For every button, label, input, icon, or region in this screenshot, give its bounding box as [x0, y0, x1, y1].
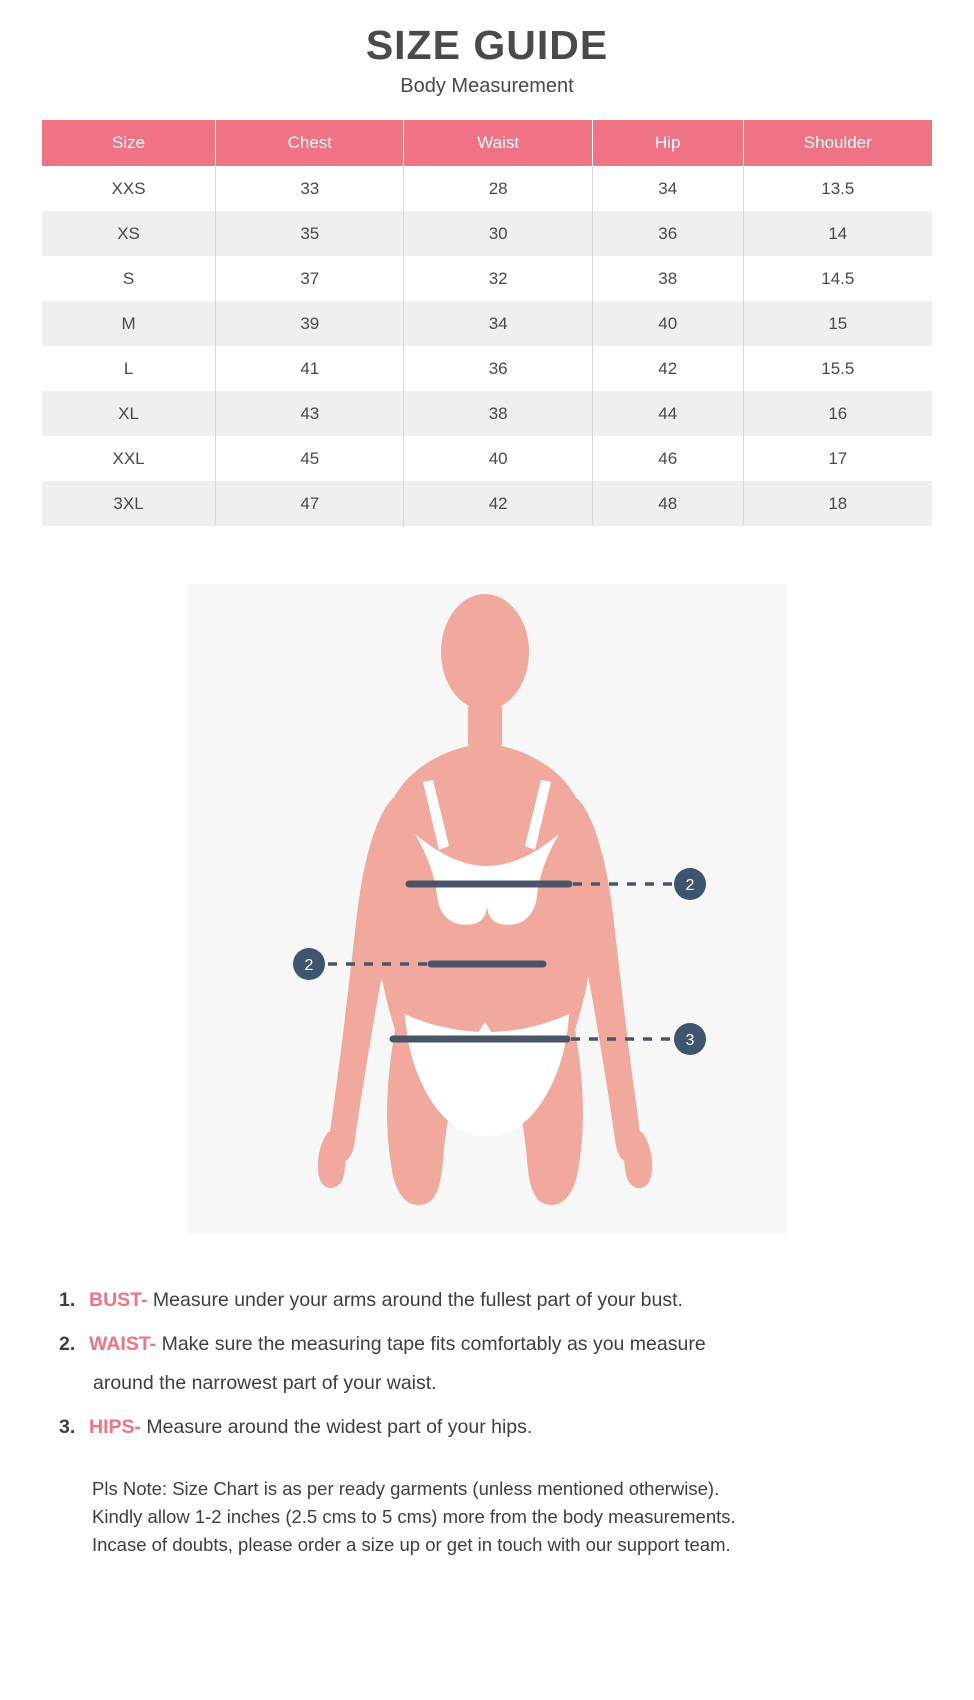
cell-shoulder: 14.5: [743, 256, 932, 301]
cell-size: XXL: [42, 436, 216, 481]
cell-waist: 38: [404, 391, 592, 436]
cell-waist: 42: [404, 481, 592, 526]
cell-waist: 34: [404, 301, 592, 346]
bust-marker-label: 2: [685, 877, 695, 895]
body-measurement-figure: [187, 584, 787, 1234]
instruction-text-wrap: [89, 1286, 919, 1314]
cell-chest: 41: [216, 346, 404, 391]
size-note: [40, 1475, 919, 1559]
instruction-text-wrap: [89, 1413, 919, 1441]
table-row: [42, 166, 932, 211]
measurement-instructions: [55, 1286, 919, 1441]
instruction-number: 1.: [59, 1289, 76, 1312]
size-table: [42, 120, 932, 526]
page-title: SIZE GUIDE: [365, 22, 609, 68]
table-row: [42, 301, 932, 346]
instruction-text-wrap: [89, 1330, 919, 1358]
note-line-2: Kindly allow 1-2 inches (2.5 cms to 5 cms) more from the body measurements.: [92, 1506, 736, 1528]
cell-hip: 48: [592, 481, 743, 526]
cell-waist: 36: [404, 346, 592, 391]
cell-hip: 36: [592, 211, 743, 256]
cell-hip: 40: [592, 301, 743, 346]
instruction-keyword: BUST-: [89, 1289, 148, 1312]
instruction-description: Make sure the measuring tape fits comfortably as you measure: [156, 1333, 706, 1356]
table-header-row: [42, 120, 932, 166]
cell-hip: 38: [592, 256, 743, 301]
size-table-header: [42, 120, 932, 166]
cell-size: S: [42, 256, 216, 301]
instruction-continuation-waist: around the narrowest part of your waist.: [93, 1371, 437, 1394]
cell-waist: 40: [404, 436, 592, 481]
female-body-illustration: [187, 584, 787, 1234]
cell-waist: 28: [404, 166, 592, 211]
cell-hip: 42: [592, 346, 743, 391]
cell-size: L: [42, 346, 216, 391]
waist-marker-label: 2: [304, 957, 314, 975]
cell-shoulder: 18: [743, 481, 932, 526]
cell-shoulder: 13.5: [743, 166, 932, 211]
table-row: [42, 481, 932, 526]
instruction-keyword: HIPS-: [89, 1415, 142, 1438]
column-header-shoulder: Shoulder: [743, 120, 932, 166]
table-row: [42, 436, 932, 481]
note-line-3: Incase of doubts, please order a size up or get in touch with our support team.: [92, 1534, 731, 1556]
cell-size: 3XL: [42, 481, 216, 526]
cell-waist: 30: [404, 211, 592, 256]
cell-waist: 32: [404, 256, 592, 301]
cell-chest: 33: [216, 166, 404, 211]
page-subtitle: Body Measurement: [400, 75, 574, 98]
table-row: [42, 346, 932, 391]
column-header-chest: Chest: [216, 120, 404, 166]
table-row: [42, 211, 932, 256]
cell-shoulder: 15.5: [743, 346, 932, 391]
note-line-1: Pls Note: Size Chart is as per ready garments (unless mentioned otherwise).: [92, 1478, 720, 1500]
instruction-description: Measure around the widest part of your hips.: [141, 1415, 533, 1438]
cell-size: XL: [42, 391, 216, 436]
instruction-number: 3.: [59, 1415, 76, 1438]
cell-chest: 37: [216, 256, 404, 301]
cell-chest: 45: [216, 436, 404, 481]
column-header-waist: Waist: [404, 120, 592, 166]
cell-hip: 46: [592, 436, 743, 481]
cell-chest: 39: [216, 301, 404, 346]
cell-chest: 47: [216, 481, 404, 526]
size-table-body: [42, 166, 932, 526]
instruction-item-hips: [55, 1413, 919, 1441]
page-header: [0, 0, 974, 98]
cell-hip: 44: [592, 391, 743, 436]
instruction-keyword: WAIST-: [89, 1333, 157, 1356]
column-header-size: Size: [42, 120, 216, 166]
cell-shoulder: 16: [743, 391, 932, 436]
cell-shoulder: 17: [743, 436, 932, 481]
cell-size: XS: [42, 211, 216, 256]
instruction-number: 2.: [59, 1333, 76, 1356]
hip-marker-label: 3: [685, 1032, 695, 1050]
cell-hip: 34: [592, 166, 743, 211]
cell-chest: 35: [216, 211, 404, 256]
cell-size: XXS: [42, 166, 216, 211]
instruction-item-bust: [55, 1286, 919, 1314]
cell-shoulder: 15: [743, 301, 932, 346]
instruction-item-waist: [55, 1330, 919, 1358]
table-row: [42, 391, 932, 436]
size-table-container: [42, 120, 932, 526]
cell-chest: 43: [216, 391, 404, 436]
cell-size: M: [42, 301, 216, 346]
column-header-hip: Hip: [592, 120, 743, 166]
cell-shoulder: 14: [743, 211, 932, 256]
instruction-description: Measure under your arms around the fullest part of your bust.: [147, 1289, 683, 1312]
table-row: [42, 256, 932, 301]
